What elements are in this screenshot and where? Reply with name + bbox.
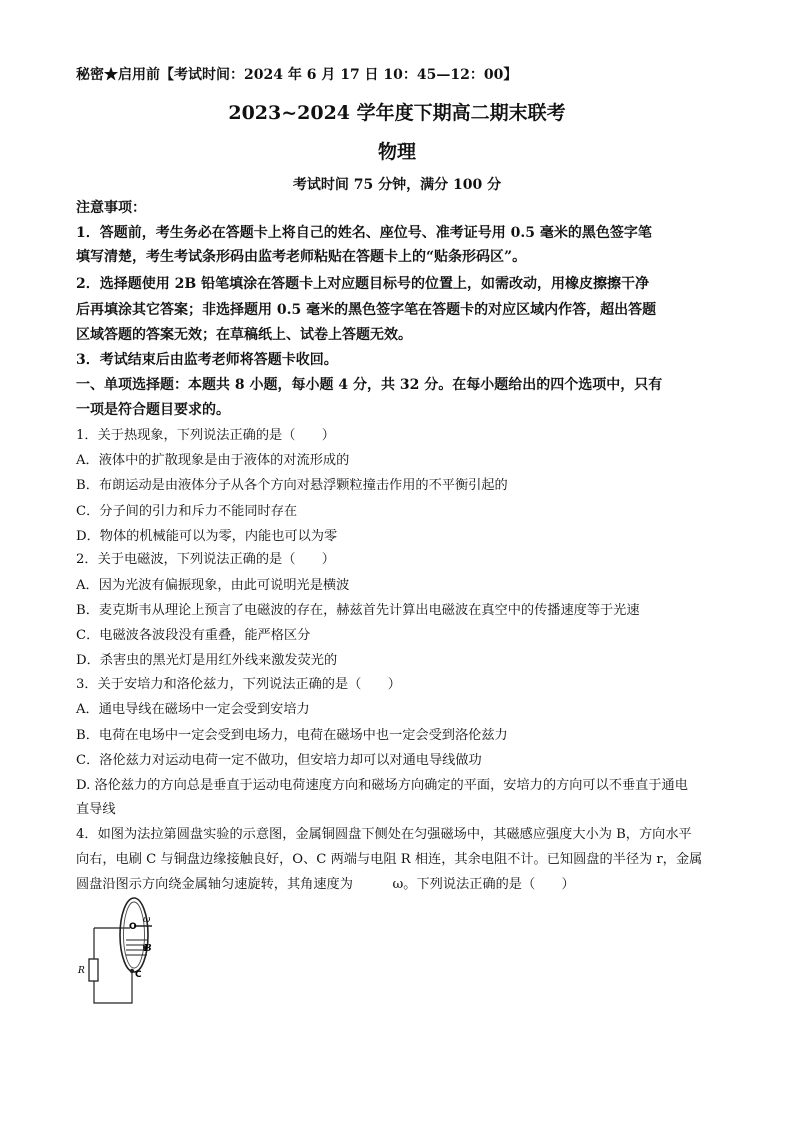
label-b: B — [144, 944, 152, 954]
option-a: A．因为光波有偏振现象，由此可说明光是横波 — [76, 578, 350, 593]
notice-line: 区域答题的答案无效；在草稿纸上、试卷上答题无效。 — [76, 327, 412, 343]
exam-title: 2023~2024 学年度下期高二期末联考 — [228, 102, 566, 124]
option-b: B．麦克斯韦从理论上预言了电磁波的存在，赫兹首先计算出电磁波在真空中的传播速度等于光速 — [76, 603, 640, 618]
copper-disk — [120, 898, 148, 972]
option-b: B．电荷在电场中一定会受到电场力，电荷在磁场中也一定会受到洛伦兹力 — [76, 728, 508, 743]
option-d: D. 洛伦兹力的方向总是垂直于运动电荷速度方向和磁场方向确定的平面，安培力的方向可以不垂直于通电 — [76, 778, 688, 793]
notice-heading: 注意事项： — [76, 200, 146, 216]
notice-line: 3．考试结束后由监考老师将答题卡收回。 — [76, 352, 338, 368]
label-o: O — [129, 922, 137, 932]
option-b: B．布朗运动是由液体分子从各个方向对悬浮颗粒撞击作用的不平衡引起的 — [76, 478, 508, 493]
question-stem: 3．关于安培力和洛伦兹力，下列说法正确的是（ ） — [76, 677, 401, 692]
exam-info: 考试时间 75 分钟，满分 100 分 — [292, 177, 502, 193]
subject-title: 物理 — [377, 141, 416, 163]
option-c: C．分子间的引力和斥力不能同时存在 — [76, 504, 298, 519]
option-d: D．物体的机械能可以为零，内能也可以为零 — [76, 529, 338, 544]
disk-rim — [124, 902, 145, 968]
brush-contact — [130, 969, 134, 973]
notice-line: 1．答题前，考生务必在答题卡上将自己的姓名、座位号、准考证号用 0.5 毫米的黑色签字笔 — [76, 225, 652, 241]
faraday-disk-diagram — [76, 895, 152, 1013]
resistor-symbol — [89, 959, 98, 981]
option-d: D．杀害虫的黑光灯是用红外线来激发荧光的 — [76, 653, 338, 668]
question-stem: 1．关于热现象，下列说法正确的是（ ） — [76, 428, 335, 443]
notice-line: 2．选择题使用 2B 铅笔填涂在答题卡上对应题目标号的位置上，如需改动，用橡皮擦擦干净 — [76, 276, 650, 292]
question-stem: 2．关于电磁波，下列说法正确的是（ ） — [76, 552, 335, 567]
label-omega: ω — [143, 915, 151, 925]
question-stem-continued: 向右，电刷 C 与铜盘边缘接触良好，O、C 两端与电阻 R 相连，其余电阻不计。已知圆盘的半径为 r，金属 — [76, 852, 703, 867]
option-a: A．通电导线在磁场中一定会受到安培力 — [76, 702, 310, 717]
option-c: C．电磁波各波段没有重叠，能严格区分 — [76, 628, 311, 643]
label-c: C — [135, 970, 142, 980]
question-stem-continued: 圆盘沿图示方向绕金属轴匀速旋转，其角速度为 ω。下列说法正确的是（ ） — [76, 877, 575, 892]
secret-notice: 秘密★启用前【考试时间：2024 年 6 月 17 日 10：45—12：00】 — [76, 67, 518, 83]
section-heading: 一项是符合题目要求的。 — [76, 402, 230, 418]
notice-line: 填写清楚，考生考试条形码由监考老师粘贴在答题卡上的“贴条形码区”。 — [76, 249, 527, 265]
section-heading: 一、单项选择题：本题共 8 小题，每小题 4 分，共 32 分。在每小题给出的四个选项中，只有 — [76, 377, 663, 393]
question-stem: 4．如图为法拉第圆盘实验的示意图，金属铜圆盘下侧处在匀强磁场中，其磁感应强度大小为 B，方向水平 — [76, 827, 692, 842]
label-r: R — [78, 966, 85, 976]
notice-line: 后再填涂其它答案；非选择题用 0.5 毫米的黑色签字笔在答题卡的对应区域内作答，超出答题 — [76, 302, 657, 318]
option-a: A．液体中的扩散现象是由于液体的对流形成的 — [76, 453, 350, 468]
option-d-continued: 直导线 — [76, 802, 116, 817]
option-c: C．洛伦兹力对运动电荷一定不做功，但安培力却可以对通电导线做功 — [76, 753, 482, 768]
